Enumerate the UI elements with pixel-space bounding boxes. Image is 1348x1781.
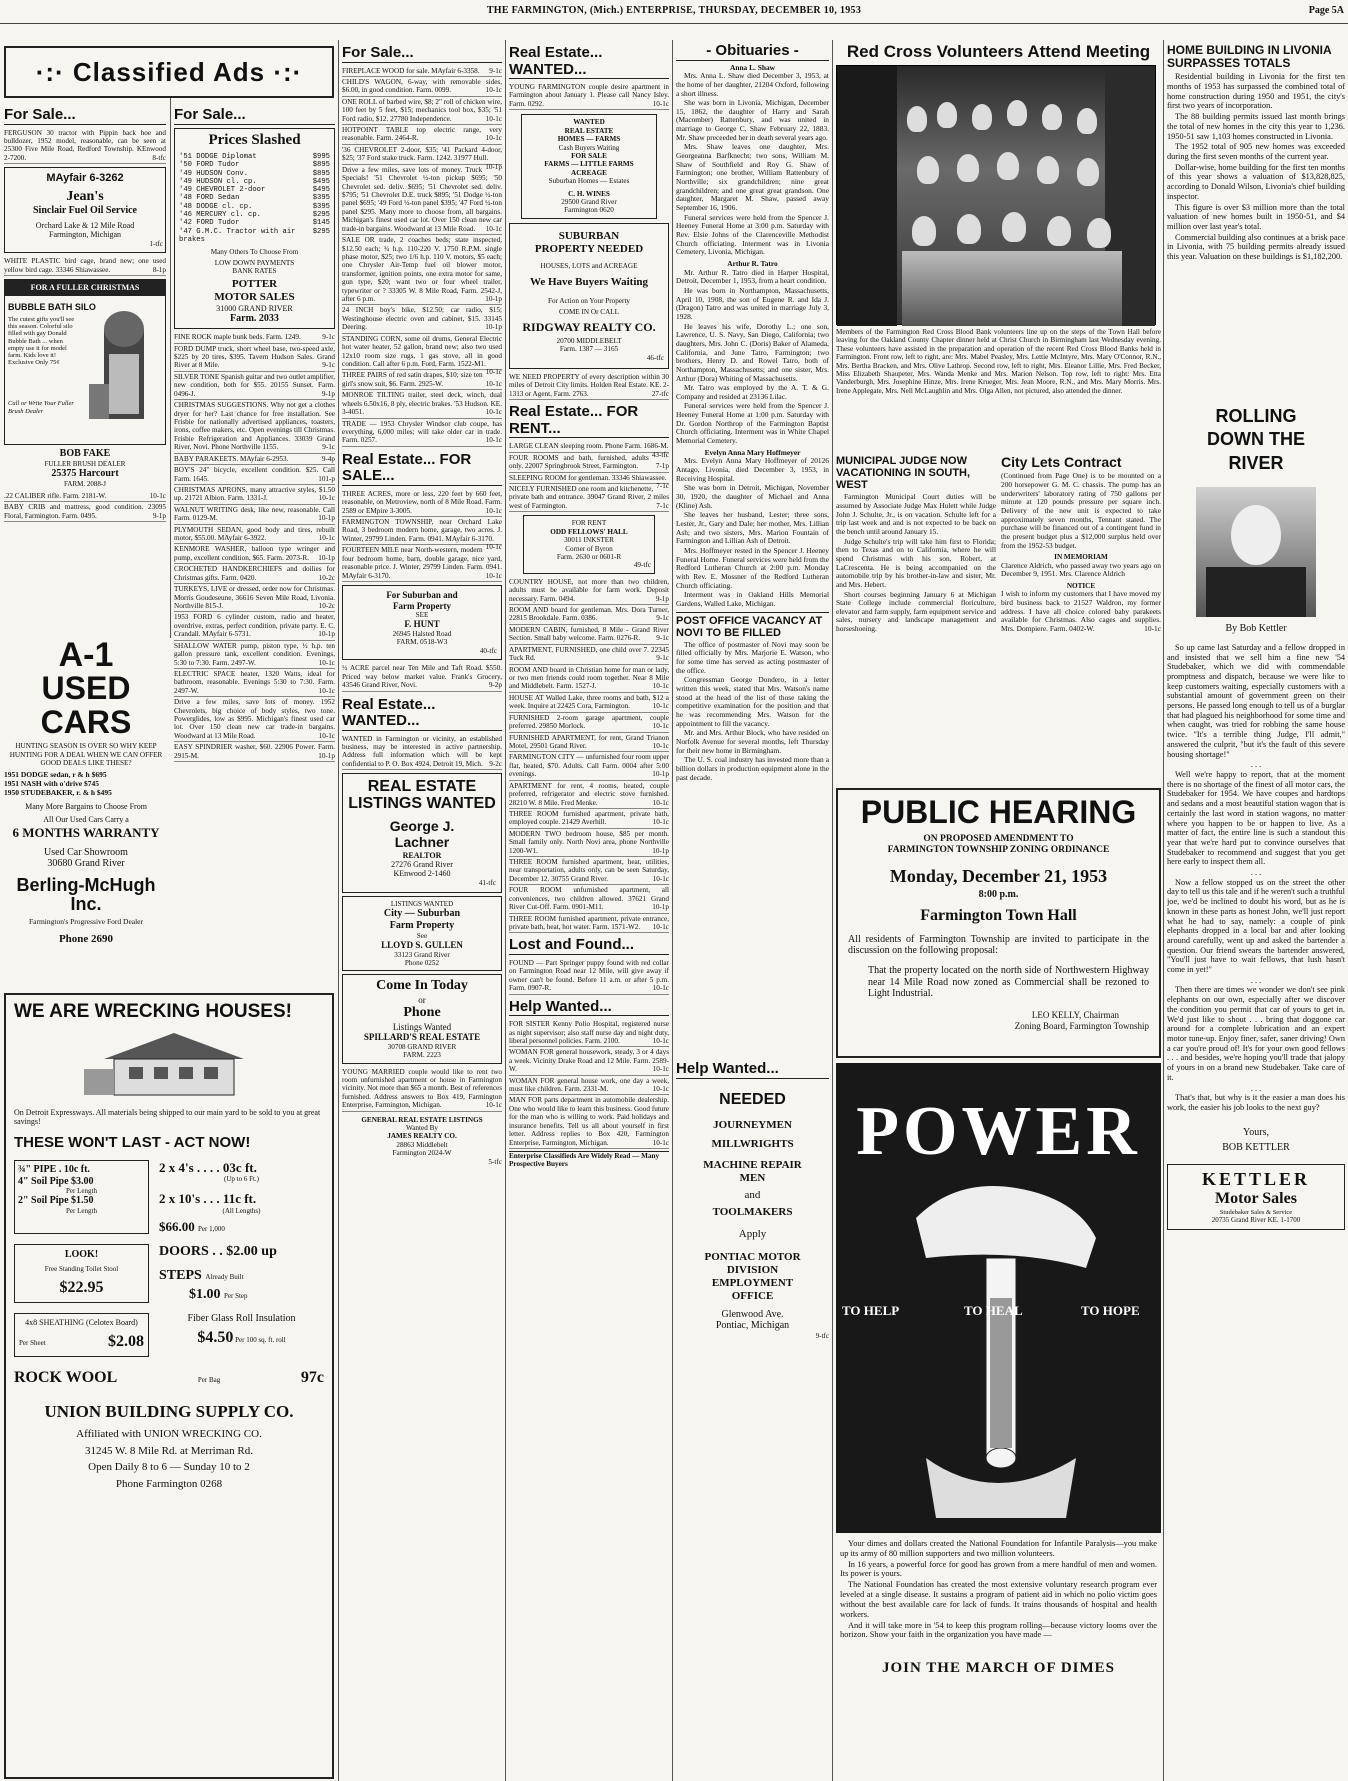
obituaries-column: - Obituaries - Anna L. Shaw Mrs. Anna L. Shaw died December 3, 1953, at the home of her daughter, 21204 Oxford, following a short illness. She was born in Livonia, Michigan, December 15, 1862, the daughter of Harry and Sarah (Macomber) Rattenbury, and was united in marriage to George C. Shaw February 22, 1883. Mr. Shaw preceeded her in death several years ago. Mrs. Shaw leaves one daughter, Mrs. Georgeanna Barfknecht; two sons, William M. Shaw of Southfield and Roy G. Shaw of Farmington; one brother, William Rattenbury of Northville; six grandchildren; nine great grandchildren; and one great great grandson. One daughter, Margaret M. Shaw, passed away September 16, 1906. Funeral services were held from the Spencer J. Heeney Funeral Home at 3:00 p.m. Saturday with Rev. Elsie Johns of the Clarenceville Methodist Church officiating. Interment was in Livonia Cemetery, Livonia, Michigan. Arthur R. Tatro Mr. Arthur R. Tatro died in Harper Hospital, Detroit, December 1, 1953, from a heart condition. He was born in Northampton, Massachusetts, April 10, 1908, the son of Eugene R. and Ida J. (Dragon) Tatro and was united in marriage July 3, 1928. He leaves his wife, Dorothy L.; one son, Lawrence, U. S. Navy, San Diego, California; two daughters, Mrs. John C. (Doris) Baker of Alameda, California, and June Tatro, Farmington; two brothers, Henry D. and Rowel Tatro, both of Northampton, Massachusetts; and one sister, Mrs. Arthur (Dora) Whiting of Massachusetts. Mr. Tatro was employed by the A. T. & G. Company and resided at 23136 Lilac. Funeral services were held from the Spencer J. Heeney Funeral Home at 1:00 p.m. Saturday with Dr. Gordon Northrop of the Farmington Baptist Church officiating. Interment was in White Chapel Memorial Cemetery. Evelyn Anna Mary Hoffmeyer Mrs. Evelyn Anna Mary Hoffmeyer of 20126 Antago, Livonia, died December 3, 1953, in Receiving Hospital. She was born in Detroit, Michigan, November 30, 1920, the daughter of Michael and Anna (Kline) Ash. She leaves her husband, Lester; three sons, Lester, Jr., Gary and Dale; her mother, Mrs. Lillian Ash; and two sisters, Mrs. Marion Fountain of Farmington and Lillian Ash of Detroit. Mrs. Hoffmeyer rested in the Spencer J. Heeney Funeral Home. Funeral services were held from the Redford Lutheran Church at 2:00 p.m. Monday with Rev. E. Mossner of the Redford Lutheran Church officiating. Interment was in Oakland Hills Memorial Gardens, Walled Lake, Michigan. POST OFFICE VACANCY AT NOVI TO BE FILLED The office of postmaster of Novi may soon be filled officially by Mrs. Marjorie E. Watson, who for some time has served as acting postmaster of the office. Congressman George Dondero, in a letter written this week, stated that Mrs. Watson's name stood at the head of the list of those taking the competitive examination for the position and that he was recommending Mrs. Watson for the appointment to fill the vacancy. Mr. and Mrs. Arthur Block, who have resided on Norfolk Avenue for several months, left Thursday for their new home in Birmingham. The U. S. coal industry has invested more than a billion dollars in production equipment alone in the past decade. xyxy=(676,42,829,782)
story-body: Farmington Municipal Court duties will be assumed by Associate Judge Max Hulett while Judge John J. Schulte, Jr., is on vacation. Schulte left for a trip last week and and is not expected to be back on the bench until around January 15. Judge Schulte's trip will take him first to Florida; then to Texas and on to California, where he will spend Christmas with his son, Robert, at LaCrescenta. He is being accompanied on the automobile trip by his brother-in-law and sister, Mr. and Mrs. Hebert. Short courses beginning January 6 at Michigan State College include commercial floriculture, elevator and farm supply, farm equipment service and sales, nursery and landscape management and horseshoeing. xyxy=(836,492,996,634)
judge-story xyxy=(836,453,996,783)
classified-ad: FARMINGTON CITY — unfurnished four room upper flat, heated, $70. Adults. Call Farm. 0004 after 5:00 evenings. 10-1p xyxy=(509,752,669,780)
classified-ad: FARMINGTON TOWNSHIP, near Orchard Lake Road, 3 bedroom modern home, garage, two acres. J. Winter, 29799 Linden. Farm. 0941. MAyfair 6-3170. 10-1c xyxy=(342,518,502,552)
wrecking-houses-ad: WE ARE WRECKING HOUSES! On Detroit Expressways. All materials being shipped to our main yard to be sold to you at great savings! THESE WON'T LAST - ACT NOW! ¾" PIPE . 10c ft. 4" Soil Pipe $3.00 Per Length 2" Soil Pipe $1.50 Per Length 2 x 4's . . . . 03c ft. (Up to 6 Ft.) 2 x 10's . . . 11c ft. (All Lengths) $66.00 Per 1,000 LOOK! Free Standing Toilet Stool $22.95 DOORS . . $2.00 up STEPS Already Built $1.00 Per Step 4x8 SHEATHING (Celotex Board) Per Sheet $2.08 Fiber Glass Roll Insulation $4.50 Per 100 sq. ft. roll ROCK WOOL Per Bag 97c UNION BUILDING SUPPLY CO. Affiliated with UNION WRECKING CO. 31245 W. 8 Mile Rd. at Merriman Rd. Open Daily 8 to 6 — Sunday 10 to 2 Phone Farmington 0268 xyxy=(4,993,334,1779)
gullen-ad: LISTINGS WANTED City — Suburban Farm Property See LLOYD S. GULLEN 33123 Grand River Phone 0252 xyxy=(342,896,502,971)
column-rule xyxy=(672,40,673,1781)
story-body: Residential building in Livonia for the first ten months of 1953 has surpassed the combined total of home construction during 1950 and 1951, the city's first two years of incorporation. The 88 building permits issued last month brings the total of new homes in the city this year to 1,236. 1950-51 saw 1,103 homes constructed in Livonia. The 1952 total of 905 new homes was exceeded during the first seven months of the current year. Dollar-wise, home building for the first ten months of this year shows a valuation of $13,828,825, according to Donald Wilson, Livonia's chief building inspector. This figure is over $3 million more than the total valuation of new homes built in 1950-51, and $4 million over last year's total. Commercial building also continues at a brisk pace in Livonia, with 75 building permits already issued this year. Valuation on these buildings is $1,182,200. xyxy=(1167,72,1345,262)
column-2 xyxy=(174,104,335,990)
classified-ad: TURKEYS, LIVE or dressed, order now for Christmas. Morris Goudeseune, 36616 Seven Mile Road, Livonia. Northville 815-J. 10-2c xyxy=(174,584,335,612)
classified-ad: FORD DUMP truck, short wheel base, two-speed axle, $225 by 20 tires, $395. Tavern Hudson Sales. Grand River at 8 Mile. 9-1c xyxy=(174,344,335,372)
obituary: Anna L. Shaw Mrs. Anna L. Shaw died December 3, 1953, at the home of her daughter, 21204 Oxford, following a short illness. She was born in Livonia, Michigan, December 15, 1862, the daughter of Harry and Sarah (Macomber) Rattenbury, and was united in marriage to George C. Shaw February 22, 1883. Mr. Shaw preceeded her in death several years ago. Mrs. Shaw leaves one daughter, Mrs. Georgeanna Barfknecht; two sons, William M. Shaw of Southfield and Roy G. Shaw of Farmington; one brother, William Rattenbury of Northville; six grandchildren; nine great grandchildren; and one great great grandson. One daughter, Margaret M. Shaw, passed away September 16, 1906. Funeral services were held from the Spencer J. Heeney Funeral Home at 3:00 p.m. Saturday with Rev. Elsie Johns of the Clarenceville Methodist Church officiating. Interment was in Livonia Cemetery, Livonia, Michigan. Arthur R. Tatro Mr. Arthur R. Tatro died in Harper Hospital, Detroit, December 1, 1953, from a heart condition. He was born in Northampton, Massachusetts, April 10, 1908, the son of Eugene R. and Ida J. (Dragon) Tatro and was united in marriage July 3, 1928. He leaves his wife, Dorothy L.; one son, Lawrence, U. S. Navy, San Diego, California; two daughters, Mrs. John C. (Doris) Baker of Alameda, California, and June Tatro, Farmington; two brothers, Henry D. and Rowel Tatro, both of Northampton, Massachusetts; and one sister, Mrs. Arthur (Dora) Whiting of Massachusetts. Mr. Tatro was employed by the A. T. & G. Company and resided at 23136 Lilac. Funeral services were held from the Spencer J. Heeney Funeral Home at 1:00 p.m. Saturday with Dr. Gordon Northrop of the Farmington Baptist Church officiating. Interment was in White Chapel Memorial Cemetery. Evelyn Anna Mary Hoffmeyer Mrs. Evelyn Anna Mary Hoffmeyer of 20126 Antago, Livonia, died December 3, 1953, in Receiving Hospital. She was born in Detroit, Michigan, November 30, 1920, the daughter of Michael and Anna (Kline) Ash. She leaves her husband, Lester; three sons, Lester, Jr., Gary and Dale; her mother, Mrs. Lillian Ash; and two sisters, Mrs. Marion Fountain of Farmington and Lillian Ash of Detroit. Mrs. Hoffmeyer rested in the Spencer J. Heeney Funeral Home. Funeral services were held from the Redford Lutheran Church at 2:00 p.m. Monday with Rev. E. Mossner of the Redford Lutheran Church officiating. Interment was in Oakland Hills Memorial Gardens, Walled Lake, Michigan. xyxy=(676,62,829,608)
classified-ad: BOY'S 24" bicycle, excellent condition. $25. Call Farm. 1645. 101-p xyxy=(174,465,335,485)
red-cross-story: Red Cross Volunteers Attend Meeting Members of the Farmington Red Cross Blood Bank volunteers line up on the steps of the Town Hall before leaving for the Oakland County Chapter dinner held at Christ Church in Birmingham last Wednesday evening. These volunteers have assisted in the preparation and operation of the recent Red Cross Blood Banks held in Farmington. Front row, left to right, are: Mrs. Mabel Peasley, Mrs. Lettie McIntyre, Mrs. Mary O'Connor, R.N., Mrs. Bertha Bracken, and Mrs. Olive Lathrop. Second row, left to right, Mrs. Eleanor Lillie, Mrs. Fred Becker, Miss Elizabeth Shaupeter, Mrs. Wanda Menke and Mrs. Marion Nelson. Top row, left to right: Mrs. Etta Vanderburgh, Mrs. Josephine Hinze, Mrs. Irene Krueger, Mrs. Jean Moore, R.N., and Mrs. Mary Morris. Mrs. Irene Applegate, Mrs. Nell McLaughlin and Mrs. Olga Allen, not pictured, also attended the dinner. xyxy=(836,42,1161,395)
sheathing-box: 4x8 SHEATHING (Celotex Board) Per Sheet $2.08 xyxy=(14,1313,149,1357)
column-3 xyxy=(342,42,502,1780)
classified-ad: MODERN CABIN, furnished, 8 Mile - Grand River Section. Small baby welcome. Farm. 0276-R. 9-1c xyxy=(509,625,669,645)
classified-ad: FURNISHED 2-room garage apartment, couple preferred. 29850 Morlock. 10-1c xyxy=(509,713,669,733)
livonia-story xyxy=(1167,42,1345,382)
story-headline: HOME BUILDING IN LIVONIA SURPASSES TOTALS xyxy=(1167,43,1332,71)
section-head: Real Estate... FOR RENT... xyxy=(509,404,669,438)
classified-ad: APARTMENT for rent, 4 rooms, heated, couple preferred, refrigerator and electric stove furnished. 28210 W. 8 Mile. Fred Menke. 10-1c xyxy=(509,781,669,809)
used-cars-ad: A-1 USED CARS HUNTING SEASON IS OVER SO WHY KEEP HUNTING FOR A DEAL WHEN WE CAN OFFER GOOD DEALS LIKE THESE? 1951 DODGE sedan, r & h $695 1951 NASH with o'drive $745 1950 STUDEBAKER, r. & h $495 Many More Bargains to Choose From All Our Used Cars Carry a 6 MONTHS WARRANTY Used Car Showroom 30680 Grand River Berling-McHugh Inc. Farmington's Progressive Ford Dealer Phone 2690 xyxy=(4,638,163,945)
column-rule xyxy=(505,40,506,1781)
classified-ad: MAN FOR parts department in automobile dealership. One who would like to learn this business. Good future for the man who is willing to work. Paid holidays and insurance benefits. Tell us all about yourself in first letter. Address replies to Box 420, Farmington Enterprise, Farmington, Michigan. 10-1c xyxy=(509,1095,669,1149)
hand-holding-test-tube-icon xyxy=(896,1178,1106,1518)
classified-ad: PLYMOUTH SEDAN, good body and tires, rebuilt motor, $55.00. MAyfair 6-3922. 10-1c xyxy=(174,525,335,545)
car-price-row: '51 DODGE Diplomat $995 xyxy=(179,153,330,162)
classified-ad: FOUND — Part Springer puppy found with red collar on Farmington Road near 12 Mile, will give away if owner can't be found. Before 11 a.m. or after 5 p.m. Farm. 0907-R. 10-1c xyxy=(509,958,669,995)
classified-ad: FIREPLACE WOOD for sale. MAyfair 6-3358. 9-1c xyxy=(342,66,502,77)
classified-ad: MONROE TILTING trailer, steel deck, winch, dual wheels 6.50x16, 8 ply, electric brakes. '53 Hudson. KE. 3-4051. 10-1c xyxy=(342,390,502,418)
column-rule xyxy=(170,96,171,638)
classified-ad: Drive a few miles, save lots of money. 1952 Chevrolets, big choice of body styles, two tone. Powerglides, low as $995. Michigan's finest used car lot. Over 150 clean new car trade-in bargains. Woodward at 13 Mile Road. 10-1c xyxy=(174,697,335,742)
classified-ad: THREE ROOM furnished apartment, private bath, employed couple. 21429 Averhill. 10-1c xyxy=(509,809,669,829)
classified-ad: FOR SISTER Kenny Polio Hospital, registered nurse as night supervisor; also staff nurse day and night duty, liberal personnel policies. Farm. 2100. 10-1c xyxy=(509,1019,669,1047)
ridgway-ad: SUBURBAN PROPERTY NEEDED HOUSES, LOTS and ACREAGE We Have Buyers Waiting For Action on Your Property COME IN Or CALL RIDGWAY REALTY CO. 20700 MIDDLEBELT Farm. 1387 — 3165 46-tfc xyxy=(509,223,669,369)
power-graphic: POWER TO HELP TO HEAL TO HOPE xyxy=(836,1063,1161,1533)
page-header xyxy=(0,0,1348,24)
city-contract-story: City Lets Contract (Continued from Page One) is to be mounted on a 200 horsepower G. M. C. chassis. The pump has an underwriters' laboratory rating of 750 gallons per minute at 120 pounds pressure per square inch. Delivery of the new unit is expected to take approximately seven months, Tennant stated. The purchase will be financed out of a contingent fund in the present budget plus a $12,000 surplus held over from the 1952-53 budget. IN MEMORIAM Clarence Aldrich, who passed away two years ago on December 9, 1951. Mrs. Clarence Aldrich NOTICE I wish to inform my customers that I have moved my bird business back to 21527 Waldron, my former address. I have all choice colored baby parakeets available for Christmas. Also cages and supplies. Mrs. Dompiere. Farm. 0402-W. 10-1c xyxy=(1001,454,1161,634)
classified-ad: HOUSE AT Walled Lake, three rooms and bath, $12 a week. Inquire at 22425 Cora, Farmington. 10-1c xyxy=(509,693,669,713)
author-photo xyxy=(1196,487,1316,617)
classified-ad: WALNUT WRITING desk, like new, reasonable. Call Farm. 0129-M. 10-1p xyxy=(174,505,335,525)
potter-ad: Prices Slashed '51 DODGE Diplomat $995 '50 FORD Tudor $895 '49 HUDSON Conv. $895 '49 HUDSON cl. cp. $495 '49 CHEVROLET 2-door $495 '48 FORD Sedan $395 '48 DODGE cl. cp. $395 '46 MERCURY cl. cp. $295 '42 FORD Tudor $145 '47 G.M.C. Tractor with air brakes $295 Many Others To Choose From LOW DOWN PAYMENTS BANK RATES POTTER MOTOR SALES 31000 GRAND RIVER Farm. 2033 xyxy=(174,128,335,330)
classified-ad: FOURTEEN MILE near North-western, modern four bedroom home, barn, double garage, nice yard, reasonable price. J. Winter, 29799 Linden. Farm. 0941. MAyfair 6-3170. 10-1c xyxy=(342,545,502,582)
classified-ad: WANTED in Farmington or vicinity, an established business, may be interested in active partnership. Address full information which will be kept confidential to P. O. Box 4924, Detroit 19, Mich. 9-2c xyxy=(342,734,502,771)
toilet-box: LOOK! Free Standing Toilet Stool $22.95 xyxy=(14,1244,149,1303)
pontiac-help-ad: Help Wanted... NEEDED JOURNEYMEN MILLWRIGHTS MACHINE REPAIR MEN and TOOLMAKERS Apply PONTIAC MOTOR DIVISION EMPLOYMENT OFFICE Glenwood Ave. Pontiac, Michigan 9-tfc xyxy=(676,1060,829,1341)
story-headline: City Lets Contract xyxy=(1001,454,1122,470)
car-price-row: '47 G.M.C. Tractor with air brakes $295 xyxy=(179,227,330,244)
public-hearing-ad: PUBLIC HEARING ON PROPOSED AMENDMENT TO FARMINGTON TOWNSHIP ZONING ORDINANCE Monday, December 21, 1953 8:00 p.m. Farmington Town Hall All residents of Farmington Township are invited to participate in the discussion on the following proposal: That the property located on the north side of Northwestern Highway near 14 Mile Road now zoned as Commercial shall be rezoned to Light Industrial. LEO KELLY, Chairman Zoning Board, Farmington Township xyxy=(836,788,1161,1058)
fuller-brush-ad: FOR A FULLER CHRISTMAS BUBBLE BATH SILO The cutest gifts you'll see this season. Colorful silo filled with gay Donald Bubble Bath ... when empty use it for model farm. Kids love it! Exclusive Only 75¢ Call or Write Your Fuller Brush Dealer xyxy=(4,279,166,445)
classified-ad: STANDING CORN, some oil drums, General Electric hot water heater, 52 gallon, brand new; also two used 12x10 room size rugs, 1 gas stove, all in good condition. Call after 6 p.m. Ford, Farm. 1522-M1. 10-1c xyxy=(342,334,502,377)
photo-caption: Members of the Farmington Red Cross Blood Bank volunteers line up on the steps of the Town Hall before leaving for the Oakland County Chapter dinner held at Christ Church in Birmingham last Wednesday evening. These volunteers have assisted in the preparation and operation of the recent Red Cross Blood Banks held in Farmington. Front row, left to right, are: Mrs. Mabel Peasley, Mrs. Lettie McIntyre, Mrs. Mary O'Connor, R.N., Mrs. Bertha Bracken, and Mrs. Olive Lathrop. Second row, left to right, Mrs. Eleanor Lillie, Mrs. Fred Becker, Miss Elizabeth Shaupeter, Mrs. Wanda Menke and Mrs. Marion Nelson. Top row, left to right: Mrs. Etta Vanderburgh, Mrs. Josephine Hinze, Mrs. Irene Krueger, Mrs. Jean Moore, R.N., and Mrs. Mary Morris. Mrs. Irene Applegate, Mrs. Nell McLaughlin and Mrs. Olga Allen, not pictured, also attended the dinner. xyxy=(836,327,1161,395)
classified-ad: CHILD'S WAGON, 6-way, with removable sides, $6.00, in good condition. Farm. 0099. 10-1c xyxy=(342,77,502,97)
hunt-ad: For Suburban and Farm Property SEE F. HUNT 26945 Halsted Road FARM. 0518-W3 40-tfc xyxy=(342,585,502,660)
classified-ad: THREE ROOM furnished apartment, heat, utilities, near transportation, adults only, can be seen Saturday, December 12. 30755 Grand River. 10-1c xyxy=(509,857,669,885)
classified-ad: NICELY FURNISHED one room and kitchenette, private bath and entrance. 39047 Grand River, 2 miles west of Farmington. 7-1c xyxy=(509,484,669,512)
classified-ad: KENMORE WASHER, balloon type wringer and pump, excellent condition, $65. Farm. 2073-R. 10-1p xyxy=(174,544,335,564)
classified-ad: COUNTRY HOUSE, not more than two children, adults must be available for farm work. Deposit necessary. Farm. 0494. 9-1p xyxy=(509,577,669,605)
car-price-row: '46 MERCURY cl. cp. $295 xyxy=(179,211,330,220)
car-price-row: '42 FORD Tudor $145 xyxy=(179,219,330,228)
classified-ad: 24 INCH boy's bike, $12.50; car radio, $15; Westinghouse electric oven and cabinet, $15. 33145 Deering. 10-1p xyxy=(342,305,502,333)
section-head: For Sale... xyxy=(4,107,166,125)
bubble-bath-silo-icon xyxy=(89,304,159,424)
classified-ad: CHRISTMAS APRONS, many attractive styles, $1.50 up. 21721 Albion. Farm. 1331-J. 10-1c xyxy=(174,485,335,505)
classified-ad: THREE PAIRS of red satin drapes, $10; size ten girl's snow suit, $6. Farm. 2925-W. 10-1c xyxy=(342,370,502,390)
wines-ad: WANTED REAL ESTATE HOMES — FARMS Cash Buyers Waiting FOR SALE FARMS — LITTLE FARMS ACREAGE Suburban Homes — Estates C. H. WINES 29500 Grand River Farmington 0620 xyxy=(521,114,657,219)
masthead: THE FARMINGTON, (Mich.) ENTERPRISE, THURSDAY, DECEMBER 10, 1953 xyxy=(486,5,862,16)
story-headline: POST OFFICE VACANCY AT NOVI TO BE FILLED xyxy=(676,612,829,639)
section-head: For Sale... xyxy=(342,45,502,63)
classified-ad: .22 CALIBER rifle. Farm. 2181-W. 10-1c xyxy=(4,491,166,502)
classified-ad: FOUR ROOMS and bath, furnished, adults only. 22007 Springbrook Street, Farmington. 7-1p xyxy=(509,453,669,473)
car-price-row: '48 FORD Sedan $395 xyxy=(179,194,330,203)
classified-ad: TRADE — 1953 Chrysler Windsor club coupe, has everything, 6,000 miles; will take older car in trade. Farm. 0257. 10-1c xyxy=(342,419,502,447)
spillard-ad: Come In Today or Phone Listings Wanted SPILLARD'S REAL ESTATE 30708 GRAND RIVER FARM. 2223 xyxy=(342,974,502,1063)
classified-ad: FOUR ROOM unfurnished apartment, all conveniences, two children allowed. 37621 Grand River Cut-Off. Farm. 0901-M11. 10-1p xyxy=(509,885,669,913)
classified-ad: 1953 FORD 6 cylinder custom, radio and heater, overdrive, extras, perfect condition, private party. E. C. Crandall. MAyfair 6-5731. 10-1p xyxy=(174,612,335,640)
car-price-row: '49 CHEVROLET 2-door $495 xyxy=(179,186,330,195)
classified-ad: ROOM AND board for gentleman. Mrs. Dora Turner, 22815 Brookdale. Farm. 0386. 9-1c xyxy=(509,605,669,625)
story-headline: MUNICIPAL JUDGE NOW VACATIONING IN SOUTH, WEST xyxy=(836,455,971,492)
story-body: The office of postmaster of Novi may soon be filled officially by Mrs. Marjorie E. Watson, who for some time has served as acting postmaster of the office. Congressman George Dondero, in a letter written this week, stated that Mrs. Watson's name stood at the head of the list of those taking the competitive examination for the position and that he was recommending Mrs. Watson for the appointment to fill the vacancy. Mr. and Mrs. Arthur Block, who have resided on Norfolk Avenue for several months, left Thursday for their new home in Birmingham. The U. S. coal industry has invested more than a billion dollars in production equipment alone in the past decade. xyxy=(676,639,829,782)
kettler-ad: KETTLER Motor Sales Studebaker Sales & Service 20735 Grand River KE. 1-1700 xyxy=(1167,1164,1345,1230)
section-head: Lost and Found... xyxy=(509,937,669,955)
classified-ad: ONE ROLL of barbed wire, $8; 2" roll of chicken wire, 100 feet by 5 feet, $15; mechanics tool box, $35; '51 Ford radio, $12. 27780 Independence. 10-1c xyxy=(342,97,502,125)
section-head: Help Wanted... xyxy=(509,999,669,1017)
classified-ad: MODERN TWO bedroom house, $85 per month. Small family only. North Novi area, phone Northville 1200-W1. 10-1p xyxy=(509,829,669,857)
column-rule xyxy=(1163,40,1164,1781)
classified-ad: YOUNG FARMINGTON couple desire apartment in Farmington about January 1. Please call Nancy Isley. Farm. 0292. 10-1c xyxy=(509,82,669,110)
rolling-down-river-column: ROLLING DOWN THE RIVER By Bob Kettler So up came last Saturday and a fellow dropped in and insisted that we sell him a fine new '54 Studebaker, which we did with commendable promptness and dispatch, because we were like to keep customers waiting, especially customers with a substantial amount of government green on their persons. He passed long enough to tell us of a burglar that had plagued his neighborhood for some time and when caught, was tried for robbing the same house twice. "It's a terrible thing Judge, I'll admit," answered the culprit, "but it's the fault of this severe housing shortage!" . . . Well we're happy to report, that at the moment there is no shortage of the finest of all motor cars, the Studebaker for 1954. We have coupes and hardtops and sedans and a most beautiful station wagon that is certainly the last word in station wagons, no matter where you happen to be or happen to live. As a matter of fact, the entire line is such a standout this year that we're hard put to convince ourselves that Studebaker to recommend and suggest that you get here early to inspect them all. . . . Now a fellow stopped us on the street the other day to tell us this tale and if he weren't such a truthful joe, we'd be inclined to doubt his word, but as he is known in these parts as honest John, we'll just report what he had to say, namely: a couple of pink elephants dropped in a local bar and after looking around carefully, went up and asked the bartender a question. Our friend swears the bartender answered, "You'll just have to wait fellows, that lush hasn't come in yet!" . . . Then there are times we wonder we don't see pink elephants on our own, especially after we discover the condition you permit that car of yours to get in. We'd just like to shout . . . bring that doggone car around for a complete lubrication and an expert motor tune-up. Enjoy finer, safer, saner driving! Own a car you're proud of! It's for your own good fellows . . . and besides, we're hoping you'll trade that jalopy of yours in on a brand new Studebaker. Take care of it. . . . That's that, but why is it the easier a man does his work, the easier his job looks to the next guy? Yours, BOB KETTLER KETTLER Motor Sales Studebaker Sales & Service 20735 Grand River KE. 1-1700 xyxy=(1167,405,1345,1779)
classified-ad: ELECTRIC SPACE heater, 1320 Watts, ideal for bathroom, reasonable. Evenings 5:30 to 7:30. Farm. 2497-W. 10-1c xyxy=(174,669,335,697)
classified-ad: WOMAN FOR general house work, one day a week, must like children. Farm. 2331-M. 10-1c xyxy=(509,1076,669,1096)
classified-ad: SHALLOW WATER pump, piston type, ½ h.p. ten gallon pressure tank, excellent condition. Evenings, 5:30 to 7:30. Farm. 2497-W. 10-1c xyxy=(174,641,335,669)
column-4 xyxy=(509,42,669,1780)
classified-title: ·:· Classified Ads ·:· xyxy=(35,57,303,87)
section-head: For Sale... xyxy=(174,107,335,125)
classified-ad: YOUNG MARRIED couple would like to rent two room unfurnished apartment or house in Farmington vicinity. Not more than $65 a month. Best of references furnished. Address answers to Box 419, Farmington Enterprise, Farmington, Michigan. 10-1c xyxy=(342,1067,502,1112)
volunteers-photo xyxy=(836,65,1156,325)
classified-ad: APARTMENT, FURNISHED, one child over 7. 22345 Tuck Rd. 9-1c xyxy=(509,645,669,665)
car-price-row: '49 HUDSON Conv. $895 xyxy=(179,169,330,178)
car-price-row: '50 FORD Tudor $895 xyxy=(179,161,330,170)
classified-ad: SLEEPING ROOM for gentleman. 33346 Shiawassee. 7-1c xyxy=(509,473,669,490)
classified-ad: HOTPOINT TABLE top electric range, very reasonable. Farm. 2464-R. 10-1c xyxy=(342,125,502,145)
column-rule xyxy=(832,40,833,1781)
section-head: Real Estate... WANTED... xyxy=(509,45,669,79)
classified-ad: LARGE CLEAN sleeping room. Phone Farm. 1686-M. 43-tfc xyxy=(509,442,669,459)
car-price-row: '48 DODGE cl. cp. $395 xyxy=(179,202,330,211)
classified-ad: SILVER TONE Spanish guitar and two outlet amplifier, new condition, both for $55. 20155 Sunset. Farm. 0496-J. 9-1p xyxy=(174,372,335,400)
classified-ad: SALE OR trade, 2 coaches beds; state inspected, $12.50 each; ¾ h.p. 110-220 V. 1750 R.P.M. single phase motor, $25; two 1/6 h.p. 110 V. motors, $5 each; one Chrysler Air-Temp fuel oil blower motor, transformer, ignition points, one extra motor for same, gun type, $20; want two or four wheel trailer, typewriter or ? 33305 W. 8 Mile Road, Farm. 2542-J, after 6 p.m. 10-1p xyxy=(342,235,502,305)
classified-ad: THREE ROOM furnished apartment, private entrance, private bath, heat, hot water. Farm. 1571-W2. 10-1c xyxy=(509,914,669,934)
classified-ad: '36 CHEVROLET 2-door, $35; '41 Packard 4-door, $25; '37 Ford stake truck. Farm. 1242. 31977 Hull. 10-1p xyxy=(342,145,502,171)
classified-ad: FURNISHED APARTMENT, for rent, Grand Trianon Motel, 29501 Grand River. 10-1c xyxy=(509,733,669,753)
classified-ad: WHITE PLASTIC bird cage, brand new; one used yellow bird cage. 33346 Shiawassee. 8-1p xyxy=(4,256,166,276)
page-number: Page 5A xyxy=(1308,5,1344,16)
classified-ad: EASY SPINDRIER washer, $60. 22906 Power. Farm. 2915-M. 10-1p xyxy=(174,742,335,762)
column-1 xyxy=(4,104,166,636)
odd-fellows-ad: FOR RENT ODD FELLOWS' HALL 30011 INKSTER Corner of Byron Farm. 2630 or 0601-R 49-tfc xyxy=(523,515,655,574)
car-price-row: '49 HUDSON cl. cp. $495 xyxy=(179,177,330,186)
classified-ad: THREE ACRES, more or less, 220 feet by 660 feet, reasonable, on Metroview, north of 8 Mile Road. Farm. 2589 or EMpire 3-3005. 10-1c xyxy=(342,489,502,517)
march-of-dimes-ad: POWER TO HELP TO HEAL TO HOPE Your dimes and dollars created the National Foundation for Infantile Paralysis—you make up its army of 80 million supporters and two million volunteers. In 16 years, a powerful force for good has grown from a mere handful of men and women. Its power is yours. The National Foundation has created the most extensive voluntary research program ever leveled at a single disease. It sustains a program of patient aid in which no polio victim goes without the best available care for lack of funds. It trains thousands of hospital and health workers. And it will take more in '54 to keep this program rolling—because victory looms over the horizon. Show your faith in the organization you have made — JOIN THE MARCH OF DIMES xyxy=(836,1063,1161,1779)
classified-ad: WOMAN FOR general housework, steady, 3 or 4 days a week. Vicinity Drake Road and 12 Mile. Farm. 2589-W. 10-1c xyxy=(509,1047,669,1075)
classified-ad: ½ ACRE parcel near Ten Mile and Taft Road. $550. Priced way below market value. Frank's Grocery, 43546 Grand River, Novi. 9-2p xyxy=(342,663,502,691)
classified-ad: BABY CRIB and mattress, good condition. 23095 Floral, Farmington. Farm. 0495. 9-1p xyxy=(4,502,166,522)
footer-note: Enterprise Classifieds Are Widely Read — Many Prospective Buyers xyxy=(509,1151,669,1169)
section-head: Real Estate... FOR SALE... xyxy=(342,452,502,486)
classified-ad: BABY PARAKEETS. MAyfair 6-2953. 9-4p xyxy=(174,454,335,465)
lachner-ad: REAL ESTATE LISTINGS WANTED George J. Lachner REALTOR 27276 Grand River KEnwood 2-1460 41-tfc xyxy=(342,773,502,893)
classified-ad: FERGUSON 30 tractor with Pippin back hoe and bulldozer, 1952 model, reasonable, can be seen at 25300 Five Mile Road, Redford Township. KEnwood 2-7200. 8-tfc xyxy=(4,128,166,165)
classified-ad: Drive a few miles, save lots of money. Truck Specials! '51 Chevrolet ½-ton pickup $695; '50 Chevrolet sed. deliv. $695; '51 Chevrolet sed. deliv. $795; '51 Chevrolet D.E. truck $895; '51 Dodge ½-ton panel $695; '49 Ford ½-ton panel $395; '47 Ford ½-ton panel $295. Many more to choose from, all bargains. Michigan's finest used car lot. Over 150 clean new car trade-in bargains. Woodward at 13 Mile Road. 10-1c xyxy=(342,165,502,235)
house-icon xyxy=(84,1029,264,1099)
classified-ad: FINE ROCK maple bunk beds. Farm. 1249. 9-1c xyxy=(174,332,335,343)
james-realty-ad: GENERAL REAL ESTATE LISTINGS Wanted By JAMES REALTY CO. 28863 Middlebelt Farmington 2024-W 5-tfc xyxy=(361,1115,502,1166)
jeans-ad: MAyfair 6-3262 Jean's Sinclair Fuel Oil Service Orchard Lake & 12 Mile Road Farmington, Michigan 1-tfc xyxy=(4,167,166,253)
section-head: Real Estate... WANTED... xyxy=(342,697,502,731)
classified-ad: WE NEED PROPERTY of every description within 30 miles of Detroit City limits. Holden Real Estate. KE. 2-1313 or Agent, Farm. 2763. 27-tfc xyxy=(509,372,669,400)
classified-ad: ROOM AND board in Christian home for man or lady, or two men friends could room together. Near 8 Mile and Middlebelt. Farm. 1527-J. 10-1c xyxy=(509,665,669,693)
classified-ad: CHRISTMAS SUGGESTIONS. Why not get a clothes dryer for her? Last chance for free installation. See Frisbie for nationally advertised appliances, toasters, irons, coffee makers, etc. Open evenings till Christmas. Frisbie Refrigeration and Appliances. 33039 Grand River, Novi. Phone Northville 1155. 9-1c xyxy=(174,400,335,454)
bob-fake-ad: BOB FAKE FULLER BRUSH DEALER 25375 Harcourt FARM. 2088-J xyxy=(44,448,126,488)
classified-title-box xyxy=(4,46,334,98)
classified-ad: CROCHETED HANDKERCHIEFS and doilies for Christmas gifts. Farm. 0420. 10-2c xyxy=(174,564,335,584)
column-rule xyxy=(338,40,339,1781)
pipe-box: ¾" PIPE . 10c ft. 4" Soil Pipe $3.00 Per Length 2" Soil Pipe $1.50 Per Length xyxy=(14,1160,149,1234)
